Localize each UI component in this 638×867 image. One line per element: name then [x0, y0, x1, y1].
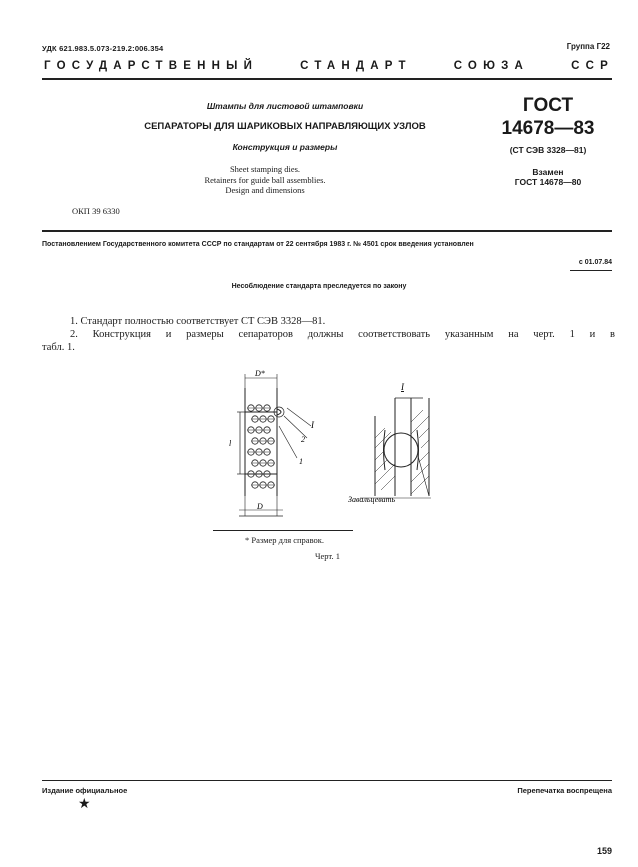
title-line-2: СЕПАРАТОРЫ ДЛЯ ШАРИКОВЫХ НАПРАВЛЯЮЩИХ УЗЛОВ	[144, 121, 426, 132]
detail-view-i	[360, 398, 431, 498]
date-underline	[570, 270, 612, 271]
callout-2-label: 2	[301, 435, 305, 444]
decree-text: Постановлением Государственного комитета СССР по стандартам от 22 сентября 1983 г. № 4501 срок введения установлен	[42, 241, 474, 248]
rolling-label: Завальцевать	[348, 495, 396, 504]
ball-grid	[247, 405, 275, 488]
gost-number: 14678—83	[501, 118, 595, 139]
dim-l-label: l	[229, 439, 232, 448]
banner-word-4: ССР	[571, 60, 614, 72]
english-title-3: Design and dimensions	[225, 185, 305, 195]
paragraph-2: 2. Конструкция и размеры сепараторов должны соответствовать указанным на черт. 1 и в	[70, 329, 615, 340]
detail-i-label: I	[401, 382, 404, 392]
english-title-1: Sheet stamping dies.	[229, 164, 301, 174]
callout-i-label: I	[311, 420, 314, 430]
banner-rule	[42, 78, 612, 80]
callout-1-label: 1	[299, 457, 303, 466]
retainer-main-view	[237, 374, 311, 516]
official-edition: Издание официальное	[42, 786, 128, 795]
replace-label: Взамен	[532, 167, 564, 177]
st-sev-ref: (СТ СЭВ 3328—81)	[509, 145, 587, 155]
reprint-prohibited: Перепечатка воспрещена	[517, 786, 612, 795]
english-title	[130, 164, 400, 196]
banner-word-1: ГОСУДАРСТВЕННЫЙ	[44, 60, 259, 72]
page-number: 159	[596, 846, 612, 856]
replace-gost: ГОСТ 14678—80	[514, 177, 582, 187]
banner-word-2: СТАНДАРТ	[300, 60, 412, 72]
decree-rule	[42, 230, 612, 232]
okp-code: ОКП 39 6330	[72, 206, 120, 216]
gost-label: ГОСТ	[522, 95, 574, 116]
paragraph-2-continuation: табл. 1.	[42, 342, 75, 353]
title-line-1: Штампы для листовой штамповки	[206, 101, 364, 111]
technical-drawing	[215, 368, 445, 528]
english-title-2: Retainers for guide ball assemblies.	[204, 174, 326, 185]
dim-d-star-label: D*	[255, 369, 265, 378]
footnote: * Размер для справок.	[245, 535, 325, 545]
group-code: Группа Г22	[566, 42, 610, 51]
effective-date: с 01.07.84	[578, 259, 612, 266]
footer-rule	[42, 780, 612, 781]
udk-code: УДК 621.983.5.073-219.2:006.354	[42, 44, 164, 53]
note-rule	[213, 530, 353, 531]
state-standard-banner	[44, 60, 614, 72]
legal-warning: Несоблюдение стандарта преследуется по закону	[231, 283, 407, 290]
star-icon: ★	[78, 797, 91, 812]
dim-d-label: D	[257, 502, 263, 511]
banner-word-3: СОЮЗА	[453, 60, 530, 72]
gost-block	[493, 95, 603, 187]
figure-caption: Черт. 1	[315, 551, 341, 561]
title-line-3: Конструкция и размеры	[232, 142, 338, 152]
paragraph-1: 1. Стандарт полностью соответствует СТ СЭВ 3328—81.	[70, 316, 326, 327]
